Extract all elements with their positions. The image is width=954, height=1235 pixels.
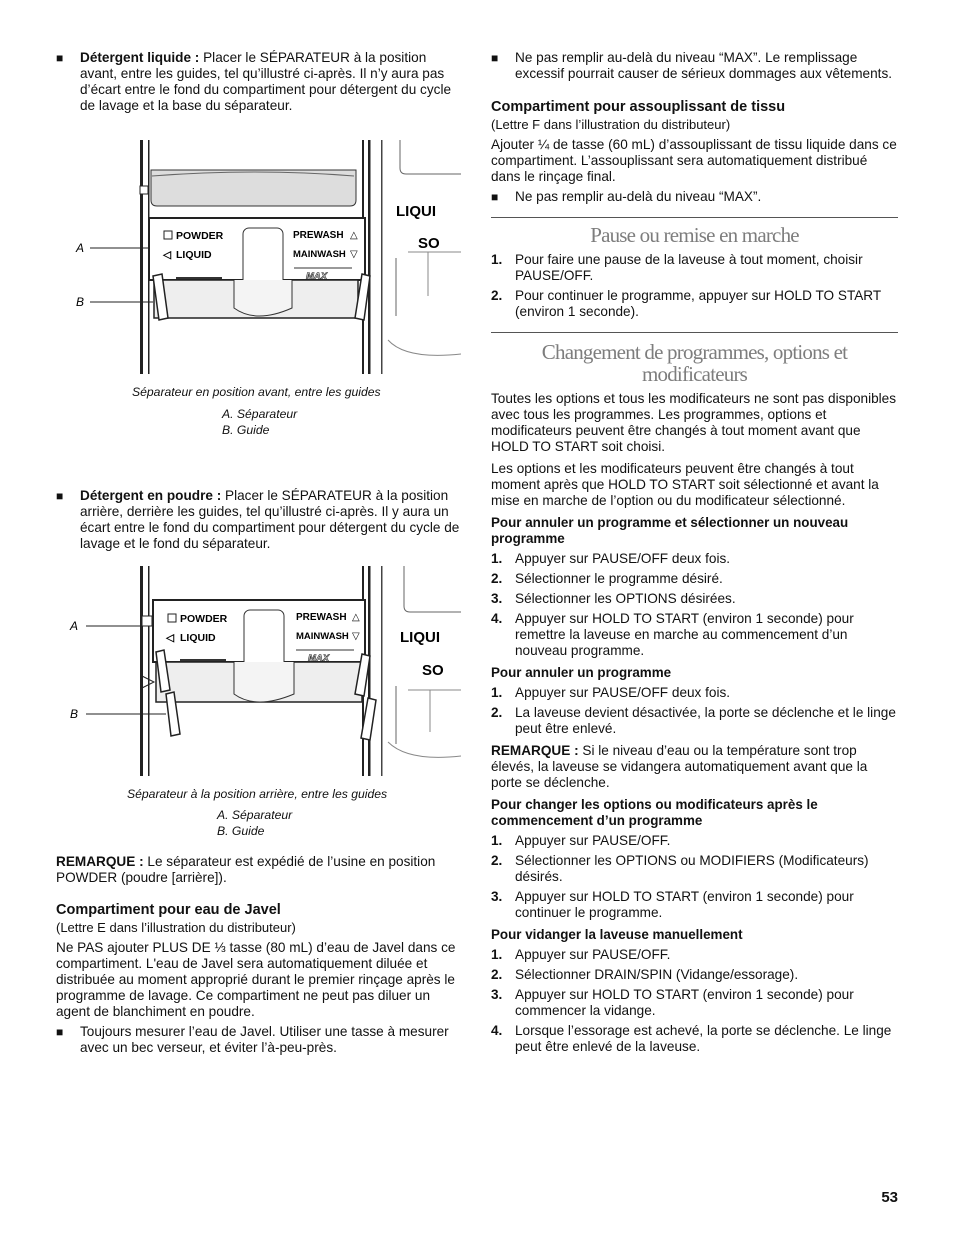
prewash-triangle-icon: △ [352,612,360,623]
list-item [491,288,898,320]
right-column [491,50,898,1059]
list-item-text: Sélectionner le programme désiré. [515,571,723,586]
list-item [491,967,898,983]
figure-separator-rear [56,556,461,846]
list-item-text: Sélectionner les OPTIONS ou MODIFIERS (Modificateurs) désirés. [515,853,869,884]
list-item [491,551,898,567]
softener-heading: Compartiment pour assouplissant de tissu [491,99,786,115]
max-warning-bullet: ■ Ne pas remplir au-delà du niveau “MAX”. Le remplissage excessif pourrait causer de sérieux dommages aux vêtements. [491,50,898,82]
figure-caption: Séparateur à la position arrière, entre les guides [127,787,388,801]
list-item-number: 1. [491,947,503,962]
cancel-steps [491,685,898,737]
change-options-steps [491,833,898,921]
prewash-triangle-icon: △ [350,230,358,241]
list-item-number: 1. [491,252,503,267]
prewash-label: PREWASH [296,612,347,623]
side-so-label: SO [422,662,444,679]
list-item-number: 4. [491,611,503,626]
list-item [491,685,898,701]
section-divider [491,217,898,218]
legend-a: A. Séparateur [217,808,293,822]
note-paragraph: REMARQUE : Le séparateur est expédié de l’usine en position POWDER (poudre [arrière]). [56,854,436,885]
side-liqui-label: LIQUI [396,203,436,220]
list-item-number: 2. [491,571,503,586]
list-item-number: 3. [491,889,503,904]
list-item-number: 3. [491,591,503,606]
figure-caption: Séparateur en position avant, entre les guides [132,385,381,399]
javel-heading: Compartiment pour eau de Javel [56,902,281,918]
drain-heading: Pour vidanger la laveuse manuellement [491,927,743,942]
list-item-text: Appuyer sur HOLD TO START (environ 1 seconde) pour commencer la vidange. [515,987,854,1018]
mainwash-triangle-icon: ▽ [350,249,358,260]
drain-steps [491,947,898,1055]
legend-b: B. Guide [217,824,265,838]
list-item [491,705,898,737]
liquid-label: LIQUID [180,632,216,644]
javel-bullet: ■ Toujours mesurer l’eau de Javel. Utiliser une tasse à mesurer avec un bec verseur, et éviter l’à-peu-près. [56,1024,461,1056]
softener-text: Ajouter ¼ de tasse (60 mL) d’assouplissant de tissu liquide dans ce compartiment. L’assouplissant sera automatiquement distribué dans le rinçage final. [491,137,897,184]
dispenser-illustration-front [56,140,461,388]
max-label: MAX [308,653,330,664]
mainwash-triangle-icon: ▽ [352,631,360,642]
list-item-text: La laveuse devient désactivée, la porte se déclenche et le linge peut être enlevé. [515,705,896,736]
list-item-text: Pour continuer le programme, appuyer sur HOLD TO START (environ 1 seconde). [515,288,881,319]
change-heading: Changement de programmes, options et modificateurs [541,340,848,386]
mainwash-label: MAINWASH [296,631,349,642]
softener-subtitle: (Lettre F dans l’illustration du distributeur) [491,117,731,132]
legend-a: A. Séparateur [222,407,298,421]
label-b: B [70,707,79,721]
list-item-text: Sélectionner DRAIN/SPIN (Vidange/essorage). [515,967,799,982]
list-item [491,833,898,849]
list-item-number: 2. [491,288,503,303]
list-item [491,853,898,885]
change-options-heading: Pour changer les options ou modificateurs après le commencement d’un programme [491,797,818,828]
list-item [491,571,898,587]
list-item-text: Lorsque l’essorage est achevé, la porte se déclenche. Le linge peut être enlevé de la laveuse. [515,1023,892,1054]
softener-bullet: ■ Ne pas remplir au-delà du niveau “MAX”. [491,189,898,205]
list-item-number: 2. [491,967,503,982]
list-item [491,889,898,921]
list-item-number: 2. [491,853,503,868]
liquid-label: LIQUID [176,249,212,261]
list-item-number: 3. [491,987,503,1002]
list-item-text: Pour faire une pause de la laveuse à tout moment, choisir PAUSE/OFF. [515,252,863,283]
javel-subtitle: (Lettre E dans l’illustration du distributeur) [56,920,296,935]
list-item-text: Appuyer sur PAUSE/OFF. [515,947,671,962]
list-item-number: 2. [491,705,503,720]
list-item [491,591,898,607]
list-item-number: 1. [491,833,503,848]
pause-steps [491,252,898,320]
change-intro-2: Les options et les modificateurs peuvent être changés à tout moment après que HOLD TO START soit sélectionné et avant la mise en marche de l’option ou du modificateur sélectionné. [491,461,879,508]
liquid-arrow-icon: ◁ [166,632,175,644]
list-item [491,611,898,659]
pause-heading: Pause ou remise en marche [590,223,799,247]
powder-detergent-paragraph: ■ Détergent en poudre : Placer le SÉPARATEUR à la position arrière, derrière les guides, tel qu’illustré ci-après. Il y aura un écart entre le fond du compartiment pour détergent du cycle de lavage et le fond du séparateur. [56,488,461,552]
label-a: A [70,619,79,633]
powder-label: POWDER [176,230,224,242]
list-item [491,987,898,1019]
javel-text: Ne PAS ajouter PLUS DE ⅓ tasse (80 mL) d’eau de Javel dans ce compartiment. L'eau de Javel sera automatiquement diluée et distribuée au moment approprié durant le premier rinçage après le programme de lavage. Ce compartiment ne peut pas diluer un agent de blanchiment en poudre. [56,940,456,1019]
list-item [491,252,898,284]
section-divider [491,332,898,333]
side-liqui-label: LIQUI [400,629,440,646]
page-number: 53 [881,1189,898,1206]
list-item-text: Appuyer sur PAUSE/OFF. [515,833,671,848]
cancel-new-heading: Pour annuler un programme et sélectionner un nouveau programme [491,515,849,546]
list-item-number: 4. [491,1023,503,1038]
list-item-text: Appuyer sur PAUSE/OFF deux fois. [515,551,731,566]
list-item-text: Appuyer sur HOLD TO START (environ 1 seconde) pour continuer le programme. [515,889,854,920]
legend-b: B. Guide [222,423,270,437]
mainwash-label: MAINWASH [293,249,346,260]
label-b: B [76,295,85,309]
liquid-arrow-icon: ◁ [163,249,172,261]
change-intro-1: Toutes les options et tous les modificateurs ne sont pas disponibles avec tous les programmes. Les programmes, options et modificateurs peuvent être changés à tout moment avant que HOLD TO START soit choisi. [491,391,897,454]
powder-label: POWDER [180,613,228,625]
max-label: MAX [306,271,328,282]
figure-separator-front [56,118,461,437]
dispenser-illustration-rear [56,566,461,780]
list-item-number: 1. [491,551,503,566]
cancel-heading: Pour annuler un programme [491,665,672,680]
liquid-detergent-paragraph: ■ Détergent liquide : Placer le SÉPARATEUR à la position avant, entre les guides, tel qu’illustré ci-après. Il n’y aura pas d’écart entre le fond du compartiment pour détergent du cycle de lavage et la base du séparateur. [56,50,461,114]
side-so-label: SO [418,235,440,252]
left-column [56,50,461,1060]
cancel-new-steps [491,551,898,659]
prewash-label: PREWASH [293,230,344,241]
list-item [491,947,898,963]
list-item-text: Appuyer sur HOLD TO START (environ 1 seconde) pour remettre la laveuse en marche au commencement d’un nouveau programme. [515,611,854,658]
list-item-text: Sélectionner les OPTIONS désirées. [515,591,736,606]
list-item-number: 1. [491,685,503,700]
list-item-text: Appuyer sur PAUSE/OFF deux fois. [515,685,731,700]
list-item [491,1023,898,1055]
note-paragraph: REMARQUE : Si le niveau d’eau ou la température sont trop élevés, la laveuse se vidangera automatiquement avant que la porte se déclenche. [491,743,868,790]
label-a: A [76,241,85,255]
